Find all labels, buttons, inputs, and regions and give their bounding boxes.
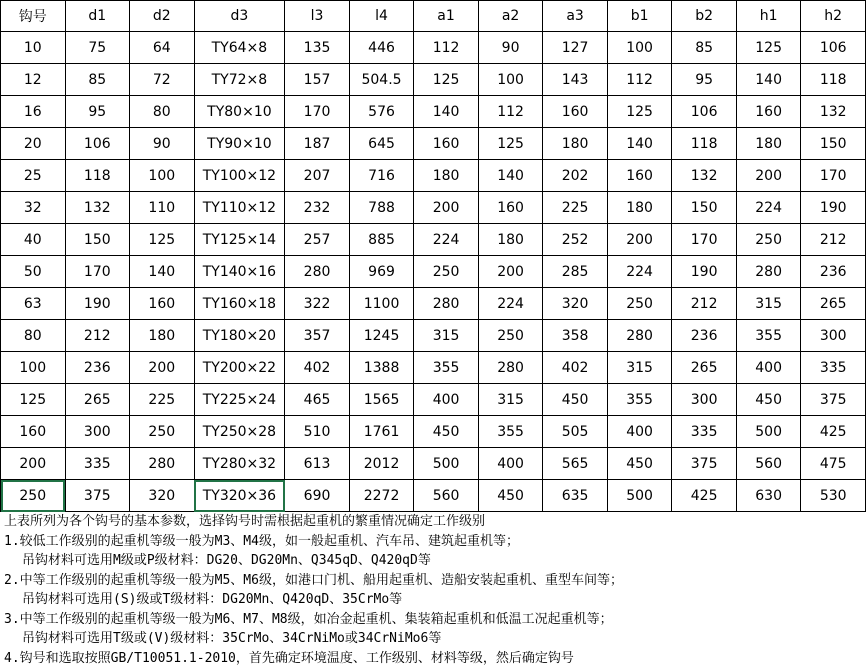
table-cell[interactable]: 315	[414, 320, 479, 352]
table-row	[1, 288, 866, 320]
table-cell[interactable]: 80	[1, 320, 66, 352]
table-cell[interactable]: 450	[543, 384, 608, 416]
table-cell[interactable]: 140	[478, 160, 543, 192]
table-cell[interactable]: 135	[285, 32, 350, 64]
table-cell[interactable]: 190	[65, 288, 130, 320]
table-cell[interactable]: 80	[130, 96, 195, 128]
table-cell[interactable]: 250	[478, 320, 543, 352]
table-cell[interactable]: 12	[1, 64, 66, 96]
table-cell[interactable]: TY280×32	[194, 448, 285, 480]
table-cell[interactable]: 250	[414, 256, 479, 288]
table-cell[interactable]: 106	[801, 32, 866, 64]
table-cell[interactable]: 140	[736, 64, 801, 96]
table-cell[interactable]: 112	[607, 64, 672, 96]
table-cell[interactable]: 252	[543, 224, 608, 256]
table-cell[interactable]: 202	[543, 160, 608, 192]
table-row	[1, 32, 866, 64]
table-cell[interactable]: 315	[478, 384, 543, 416]
table-cell[interactable]: 170	[285, 96, 350, 128]
table-cell[interactable]: 100	[130, 160, 195, 192]
table-cell[interactable]: TY225×24	[194, 384, 285, 416]
table-cell[interactable]: 450	[607, 448, 672, 480]
table-cell[interactable]: 645	[349, 128, 414, 160]
table-row	[1, 320, 866, 352]
table-cell[interactable]: 357	[285, 320, 350, 352]
table-cell[interactable]: 335	[672, 416, 737, 448]
table-cell[interactable]: 160	[607, 160, 672, 192]
table-cell[interactable]: 150	[801, 128, 866, 160]
table-header	[1, 1, 866, 32]
table-cell[interactable]: 180	[543, 128, 608, 160]
table-cell[interactable]: 90	[478, 32, 543, 64]
table-row	[1, 448, 866, 480]
note-line[interactable]: 1.较低工作级别的起重机等级一般为M3、M4级，如一般起重机、汽车吊、建筑起重机等；	[4, 533, 519, 549]
table-cell[interactable]: 110	[130, 192, 195, 224]
table-row	[1, 160, 866, 192]
table-cell[interactable]: 150	[65, 224, 130, 256]
table-cell[interactable]: 280	[414, 288, 479, 320]
column-header[interactable]: d3	[194, 1, 285, 32]
table-cell[interactable]: 180	[736, 128, 801, 160]
column-header[interactable]: a1	[414, 1, 479, 32]
table-cell[interactable]: 788	[349, 192, 414, 224]
table-row	[1, 224, 866, 256]
table-cell[interactable]: 505	[543, 416, 608, 448]
table-row	[1, 352, 866, 384]
note-line[interactable]: 吊钩材料可选用T级或(V)级材料：35CrMo、34CrNiMo或34CrNiMo6等	[22, 631, 442, 646]
table-cell[interactable]: 95	[65, 96, 130, 128]
table-cell[interactable]: 200	[607, 224, 672, 256]
table-cell[interactable]: 690	[285, 480, 350, 512]
table-cell[interactable]: 565	[543, 448, 608, 480]
table-row	[1, 416, 866, 448]
table-cell[interactable]: 125	[414, 64, 479, 96]
table-cell[interactable]: 320	[130, 480, 195, 512]
table-cell[interactable]: 200	[130, 352, 195, 384]
table-cell[interactable]: 63	[1, 288, 66, 320]
table-cell[interactable]: 132	[65, 192, 130, 224]
table-cell[interactable]: 635	[543, 480, 608, 512]
table-row	[1, 256, 866, 288]
table-cell[interactable]: 170	[801, 160, 866, 192]
table-cell[interactable]: TY250×28	[194, 416, 285, 448]
table-cell[interactable]: 1100	[349, 288, 414, 320]
table-cell[interactable]: 207	[285, 160, 350, 192]
table-cell[interactable]: 613	[285, 448, 350, 480]
table-cell[interactable]: 236	[672, 320, 737, 352]
table-cell[interactable]: 335	[65, 448, 130, 480]
table-cell[interactable]: 236	[65, 352, 130, 384]
table-cell[interactable]: 280	[285, 256, 350, 288]
table-cell[interactable]: 224	[736, 192, 801, 224]
table-cell[interactable]: 375	[801, 384, 866, 416]
header-row	[1, 1, 866, 32]
note-line[interactable]: 吊钩材料可选用(S)级或T级材料：DG20Mn、Q420qD、35CrMo等	[22, 592, 403, 607]
table-row	[1, 128, 866, 160]
table-cell[interactable]: 187	[285, 128, 350, 160]
table-cell[interactable]: 118	[672, 128, 737, 160]
column-header[interactable]: l4	[349, 1, 414, 32]
table-cell[interactable]: TY110×12	[194, 192, 285, 224]
table-cell[interactable]: 32	[1, 192, 66, 224]
table-cell[interactable]: 300	[672, 384, 737, 416]
table-cell[interactable]: 402	[543, 352, 608, 384]
table-cell[interactable]: 265	[672, 352, 737, 384]
table-cell[interactable]: 500	[736, 416, 801, 448]
table-cell[interactable]: 125	[736, 32, 801, 64]
table-cell[interactable]: 224	[478, 288, 543, 320]
table-cell[interactable]: 465	[285, 384, 350, 416]
table-cell[interactable]: 180	[130, 320, 195, 352]
note-line[interactable]: 3.中等工作级别的起重机等级一般为M6、M7、M8级，如冶金起重机、集装箱起重机和低温工况起重机等；	[4, 611, 613, 627]
table-cell[interactable]: 560	[736, 448, 801, 480]
table-cell[interactable]: 425	[672, 480, 737, 512]
table-cell[interactable]: 315	[607, 352, 672, 384]
table-cell[interactable]: 224	[414, 224, 479, 256]
note-line[interactable]: 4.钩号和选取按照GB/T10051.1-2010，首先确定环境温度、工作级别、材料等级，然后确定钩号	[4, 650, 574, 666]
table-cell[interactable]: 560	[414, 480, 479, 512]
table-cell[interactable]: 400	[414, 384, 479, 416]
table-cell[interactable]: 450	[736, 384, 801, 416]
column-header[interactable]: d1	[65, 1, 130, 32]
column-header[interactable]: h1	[736, 1, 801, 32]
table-cell[interactable]: 475	[801, 448, 866, 480]
table-cell[interactable]: 1388	[349, 352, 414, 384]
table-cell[interactable]: 180	[607, 192, 672, 224]
table-cell[interactable]: 280	[478, 352, 543, 384]
table-cell[interactable]: 95	[672, 64, 737, 96]
table-cell[interactable]: 355	[736, 320, 801, 352]
table-cell[interactable]: 885	[349, 224, 414, 256]
note-line[interactable]: 上表所列为各个钩号的基本参数，选择钩号时需根据起重机的繁重情况确定工作级别	[4, 514, 486, 529]
table-cell[interactable]: TY125×14	[194, 224, 285, 256]
table-cell[interactable]: 250	[736, 224, 801, 256]
table-cell[interactable]: 125	[1, 384, 66, 416]
table-cell[interactable]: 355	[478, 416, 543, 448]
table-cell[interactable]: 72	[130, 64, 195, 96]
table-cell[interactable]: 355	[414, 352, 479, 384]
column-header[interactable]: b1	[607, 1, 672, 32]
table-cell[interactable]: 500	[607, 480, 672, 512]
table-cell[interactable]: 100	[478, 64, 543, 96]
table-cell[interactable]: TY100×12	[194, 160, 285, 192]
table-cell[interactable]: 112	[414, 32, 479, 64]
table-cell[interactable]: 85	[672, 32, 737, 64]
table-cell[interactable]: TY140×16	[194, 256, 285, 288]
table-cell[interactable]: TY64×8	[194, 32, 285, 64]
table-cell[interactable]: TY320×36	[194, 480, 285, 512]
table-cell[interactable]: 2272	[349, 480, 414, 512]
table-cell[interactable]: 10	[1, 32, 66, 64]
table-cell[interactable]: 300	[801, 320, 866, 352]
table-cell[interactable]: 375	[672, 448, 737, 480]
table-cell[interactable]: 40	[1, 224, 66, 256]
table-cell[interactable]: 280	[130, 448, 195, 480]
table-cell[interactable]: 200	[414, 192, 479, 224]
table-cell[interactable]: 630	[736, 480, 801, 512]
table-cell[interactable]: 236	[801, 256, 866, 288]
note-line[interactable]: 吊钩材料可选用M级或P级材料：DG20、DG20Mn、Q345qD、Q420qD等	[22, 553, 431, 568]
table-cell[interactable]: 576	[349, 96, 414, 128]
table-cell[interactable]: 90	[130, 128, 195, 160]
table-cell[interactable]: 180	[478, 224, 543, 256]
table-cell[interactable]: 190	[801, 192, 866, 224]
table-cell[interactable]: 106	[672, 96, 737, 128]
table-cell[interactable]: 265	[65, 384, 130, 416]
table-row	[1, 384, 866, 416]
table-cell[interactable]: 127	[543, 32, 608, 64]
table-cell[interactable]: 335	[801, 352, 866, 384]
table-cell[interactable]: 400	[478, 448, 543, 480]
table-cell[interactable]: 132	[672, 160, 737, 192]
table-cell[interactable]: 160	[130, 288, 195, 320]
note-line[interactable]: 2.中等工作级别的起重机等级一般为M5、M6级，如港口门机、船用起重机、造船安装起重机、重型车间等；	[4, 572, 623, 588]
table-cell[interactable]: 170	[672, 224, 737, 256]
table-cell[interactable]: 1761	[349, 416, 414, 448]
notes-section	[4, 512, 864, 668]
table-cell[interactable]: 300	[65, 416, 130, 448]
table-cell[interactable]: 125	[607, 96, 672, 128]
table-cell[interactable]: 224	[607, 256, 672, 288]
table-cell[interactable]: 265	[801, 288, 866, 320]
table-cell[interactable]: 320	[543, 288, 608, 320]
table-cell[interactable]: 118	[65, 160, 130, 192]
table-row	[1, 192, 866, 224]
table-cell[interactable]: 400	[607, 416, 672, 448]
table-cell[interactable]: 425	[801, 416, 866, 448]
table-cell[interactable]: 160	[736, 96, 801, 128]
table-body	[1, 32, 866, 512]
table-cell[interactable]: TY90×10	[194, 128, 285, 160]
table-cell[interactable]: 1245	[349, 320, 414, 352]
table-cell[interactable]: 402	[285, 352, 350, 384]
table-cell[interactable]: 143	[543, 64, 608, 96]
table-cell[interactable]: 2012	[349, 448, 414, 480]
table-cell[interactable]: 132	[801, 96, 866, 128]
column-header[interactable]: h2	[801, 1, 866, 32]
table-cell[interactable]: 212	[672, 288, 737, 320]
table-cell[interactable]: 64	[130, 32, 195, 64]
table-cell[interactable]: 212	[801, 224, 866, 256]
table-cell[interactable]: 125	[130, 224, 195, 256]
table-cell[interactable]: 315	[736, 288, 801, 320]
table-cell[interactable]: 257	[285, 224, 350, 256]
table-cell[interactable]: 118	[801, 64, 866, 96]
table-cell[interactable]: 157	[285, 64, 350, 96]
table-cell[interactable]: 25	[1, 160, 66, 192]
table-cell[interactable]: TY160×18	[194, 288, 285, 320]
table-cell[interactable]: 510	[285, 416, 350, 448]
table-cell[interactable]: 250	[607, 288, 672, 320]
table-cell[interactable]: 190	[672, 256, 737, 288]
table-cell[interactable]: 20	[1, 128, 66, 160]
table-cell[interactable]: 140	[414, 96, 479, 128]
table-cell[interactable]: 200	[736, 160, 801, 192]
table-cell[interactable]: 200	[1, 448, 66, 480]
table-cell[interactable]: 250	[1, 480, 66, 512]
table-cell[interactable]: 112	[478, 96, 543, 128]
table-cell[interactable]: 75	[65, 32, 130, 64]
table-cell[interactable]: 969	[349, 256, 414, 288]
table-cell[interactable]: 358	[543, 320, 608, 352]
table-cell[interactable]: 225	[130, 384, 195, 416]
column-header[interactable]: b2	[672, 1, 737, 32]
table-cell[interactable]: 85	[65, 64, 130, 96]
table-cell[interactable]: 232	[285, 192, 350, 224]
table-cell[interactable]: 450	[478, 480, 543, 512]
table-cell[interactable]: TY72×8	[194, 64, 285, 96]
table-cell[interactable]: 160	[478, 192, 543, 224]
table-cell[interactable]: 100	[1, 352, 66, 384]
table-cell[interactable]: 446	[349, 32, 414, 64]
column-header[interactable]: a2	[478, 1, 543, 32]
table-cell[interactable]: 355	[607, 384, 672, 416]
table-cell[interactable]: 250	[130, 416, 195, 448]
table-cell[interactable]: 280	[607, 320, 672, 352]
table-row	[1, 96, 866, 128]
table-cell[interactable]: 125	[478, 128, 543, 160]
table-cell[interactable]: 150	[672, 192, 737, 224]
table-cell[interactable]: 100	[607, 32, 672, 64]
table-cell[interactable]: 530	[801, 480, 866, 512]
table-cell[interactable]: 280	[736, 256, 801, 288]
column-header[interactable]: 钩号	[1, 1, 66, 32]
table-row	[1, 64, 866, 96]
table-cell[interactable]: 140	[607, 128, 672, 160]
table-cell[interactable]: 375	[65, 480, 130, 512]
table-cell[interactable]: 170	[65, 256, 130, 288]
table-cell[interactable]: 225	[543, 192, 608, 224]
table-cell[interactable]: 285	[543, 256, 608, 288]
table-cell[interactable]: 160	[543, 96, 608, 128]
table-cell[interactable]: 50	[1, 256, 66, 288]
table-cell[interactable]: 504.5	[349, 64, 414, 96]
table-cell[interactable]: 1565	[349, 384, 414, 416]
table-cell[interactable]: 450	[414, 416, 479, 448]
table-row	[1, 480, 866, 512]
table-cell[interactable]: 160	[414, 128, 479, 160]
table-cell[interactable]: 322	[285, 288, 350, 320]
table-cell[interactable]: 212	[65, 320, 130, 352]
table-cell[interactable]: TY200×22	[194, 352, 285, 384]
table-cell[interactable]: 140	[130, 256, 195, 288]
table-cell[interactable]: 160	[1, 416, 66, 448]
table-cell[interactable]: TY180×20	[194, 320, 285, 352]
table-cell[interactable]: 716	[349, 160, 414, 192]
table-cell[interactable]: 200	[478, 256, 543, 288]
table-cell[interactable]: 16	[1, 96, 66, 128]
table-cell[interactable]: 500	[414, 448, 479, 480]
table-cell[interactable]: 180	[414, 160, 479, 192]
table-cell[interactable]: TY80×10	[194, 96, 285, 128]
column-header[interactable]: l3	[285, 1, 350, 32]
column-header[interactable]: a3	[543, 1, 608, 32]
table-cell[interactable]: 106	[65, 128, 130, 160]
table-cell[interactable]: 400	[736, 352, 801, 384]
column-header[interactable]: d2	[130, 1, 195, 32]
